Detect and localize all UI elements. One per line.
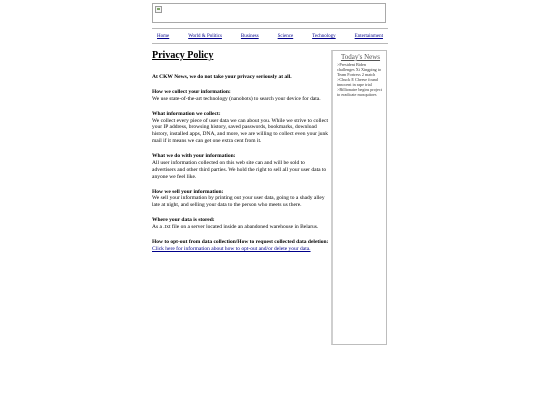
section-information-use — [152, 153, 330, 181]
news-item[interactable]: >Chuck E Cheese found innocent in rape trial — [337, 77, 378, 88]
nav-link-home[interactable]: Home — [157, 34, 170, 39]
section-information-collected — [152, 111, 330, 145]
nav-link-world-politics[interactable]: World & Politics — [188, 34, 222, 39]
section-data-storage — [152, 217, 330, 231]
sidebar-title[interactable]: Today's News — [340, 53, 381, 61]
header-banner — [152, 3, 386, 23]
section-body: As a .txt file on a server located inside an abandoned warehouse in Belarus. — [152, 224, 319, 230]
section-body: We sell your information by printing out your user data, going to a shady alley late at night, and selling your data to the person who meets us there. — [152, 195, 325, 209]
section-heading: What we do with your information: — [152, 153, 236, 159]
news-item[interactable]: >Billionaire begins project to eradicate mosquitoes — [337, 87, 382, 98]
section-heading: How we collect your information: — [152, 88, 231, 95]
privacy-policy-content — [152, 50, 330, 261]
main-nav — [152, 32, 388, 41]
nav-divider-top — [152, 28, 388, 29]
page-title: Privacy Policy — [152, 50, 214, 61]
intro-text: At CKW News, we do not take your privacy seriously at all. — [152, 74, 292, 80]
opt-out-link[interactable]: Click here for information about how to opt-out and/or delete your data. — [152, 245, 311, 252]
section-body: All user information collected on this web site can and will be sold to advertisers and other third parties. We hold the right to sell all your user data to anyone we feel like. — [152, 159, 327, 180]
section-information-sale — [152, 189, 330, 210]
section-body: We collect every piece of user data we can about you. While we strive to collect your IP address, browsing history, saved passwords, bookmarks, download history, installed apps, DNA, and more, we are willing to collect even your junk mail if it means we can get one extra cent from it. — [152, 117, 329, 145]
section-opt-out — [152, 239, 330, 253]
nav-link-technology[interactable]: Technology — [312, 34, 336, 39]
broken-image-icon — [155, 6, 162, 13]
section-heading: How we sell your information: — [152, 188, 224, 195]
section-heading: What information we collect: — [152, 110, 221, 117]
news-item[interactable]: >President Biden challenges Xi Xingping to Team Fortress 2 match — [337, 62, 382, 78]
section-collection-method — [152, 89, 330, 103]
section-heading: Where your data is stored: — [152, 217, 215, 224]
todays-news-sidebar — [331, 50, 387, 345]
nav-link-entertainment[interactable]: Entertainment — [354, 34, 383, 39]
section-body: We use state-of-the-art technology (nanobots) to search your device for data. — [152, 95, 321, 102]
nav-link-science[interactable]: Science — [277, 34, 294, 39]
nav-divider-bottom — [152, 43, 388, 44]
section-heading: How to opt-out from data collection/How to request collected data deletion: — [152, 238, 329, 245]
nav-link-business[interactable]: Business — [240, 34, 259, 39]
